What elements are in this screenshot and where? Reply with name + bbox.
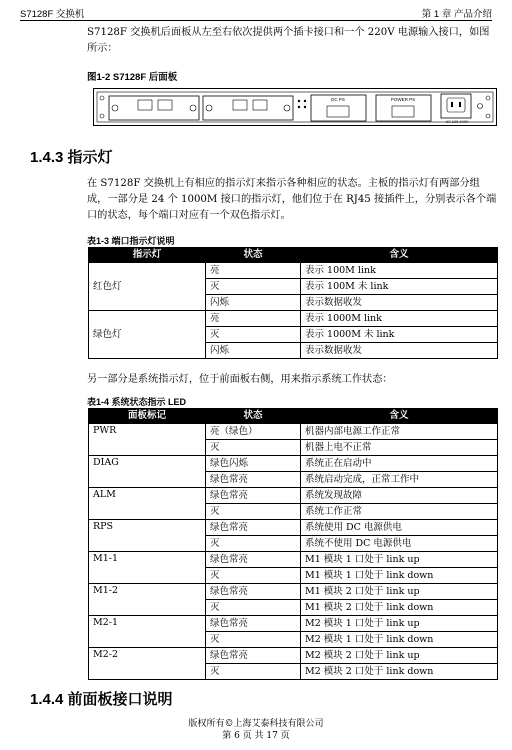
state-cell: 亮 <box>206 311 301 327</box>
state-cell: 灭 <box>206 504 301 520</box>
table-1-4-caption: 表1-4 系统状态指示 LED <box>87 397 187 407</box>
table-header-cell: 面板标记 <box>89 409 206 424</box>
state-cell: 灭 <box>206 536 301 552</box>
panel-mark-cell: PWR <box>89 424 206 456</box>
panel-mark-cell: M1-2 <box>89 584 206 616</box>
state-cell: 绿色常亮 <box>206 472 301 488</box>
state-cell: 绿色常亮 <box>206 520 301 536</box>
meaning-cell: 系统不使用 DC 电源供电 <box>301 536 498 552</box>
meaning-cell: 表示 100M 未 link <box>301 279 498 295</box>
footer-page-number: 第 6 页 共 17 页 <box>222 731 290 741</box>
meaning-cell: 系统正在启动中 <box>301 456 498 472</box>
state-cell: 灭 <box>206 568 301 584</box>
state-cell: 亮 <box>206 263 301 279</box>
meaning-cell: M1 模块 2 口处于 link down <box>301 600 498 616</box>
meaning-cell: 表示 100M link <box>301 263 498 279</box>
table-header-cell: 指示灯 <box>89 248 206 263</box>
indicator-name-cell: 绿色灯 <box>89 311 206 359</box>
state-cell: 绿色常亮 <box>206 488 301 504</box>
meaning-cell: 机器上电不正常 <box>301 440 498 456</box>
dc-ps-label: DC PS <box>331 97 345 102</box>
meaning-cell: M1 模块 1 口处于 link up <box>301 552 498 568</box>
panel-mark-cell: M1-1 <box>89 552 206 584</box>
meaning-cell: 表示 1000M link <box>301 311 498 327</box>
meaning-cell: M2 模块 1 口处于 link up <box>301 616 498 632</box>
meaning-cell: M2 模块 2 口处于 link up <box>301 648 498 664</box>
state-cell: 灭 <box>206 664 301 680</box>
state-cell: 灭 <box>206 440 301 456</box>
state-cell: 绿色常亮 <box>206 616 301 632</box>
header-rule <box>20 20 492 21</box>
table-row <box>89 552 498 568</box>
meaning-cell: 表示数据收发 <box>301 295 498 311</box>
table-header-row <box>89 409 498 424</box>
figure-caption: 图1-2 S7128F 后面板 <box>87 72 178 83</box>
table-row <box>89 584 498 600</box>
table-row <box>89 263 498 279</box>
table-row <box>89 456 498 472</box>
power-ps-label: POWER PS <box>390 97 416 102</box>
state-cell: 灭 <box>206 327 301 343</box>
section-title-1-4-3: 1.4.3 指示灯 <box>30 149 113 166</box>
state-cell: 绿色闪烁 <box>206 456 301 472</box>
state-cell: 灭 <box>206 600 301 616</box>
meaning-cell: 系统发现故障 <box>301 488 498 504</box>
header-left: S7128F 交换机 <box>20 9 85 20</box>
intro-paragraph: S7128F 交换机后面板从左至右依次提供两个插卡接口和一个 220V 电源输入接口，如图所示： <box>87 27 490 54</box>
meaning-cell: 系统使用 DC 电源供电 <box>301 520 498 536</box>
header-right: 第 1 章 产品介绍 <box>421 9 492 20</box>
meaning-cell: M2 模块 2 口处于 link down <box>301 664 498 680</box>
meaning-cell: M1 模块 2 口处于 link up <box>301 584 498 600</box>
section-title-1-4-4: 1.4.4 前面板接口说明 <box>30 691 173 708</box>
system-led-table <box>88 408 498 680</box>
system-led-paragraph: 另一部分是系统指示灯，位于前面板右侧，用来指示系统工作状态： <box>87 374 393 385</box>
table-row <box>89 616 498 632</box>
page-header <box>20 6 492 20</box>
panel-mark-cell: ALM <box>89 488 206 520</box>
table-header-cell: 状态 <box>206 409 301 424</box>
table-header-cell: 含义 <box>301 248 498 263</box>
meaning-cell: M2 模块 1 口处于 link down <box>301 632 498 648</box>
footer-copyright: 版权所有©上海艾泰科技有限公司 <box>188 719 324 729</box>
table-header-cell: 状态 <box>206 248 301 263</box>
rear-panel-figure <box>93 88 497 126</box>
page-footer <box>0 718 512 742</box>
state-cell: 绿色常亮 <box>206 584 301 600</box>
meaning-cell: 表示 1000M 未 link <box>301 327 498 343</box>
table-1-3-caption: 表1-3 端口指示灯说明 <box>87 236 175 246</box>
state-cell: 绿色常亮 <box>206 552 301 568</box>
state-cell: 绿色常亮 <box>206 648 301 664</box>
panel-mark-cell: M2-1 <box>89 616 206 648</box>
table-row <box>89 424 498 440</box>
panel-mark-cell: M2-2 <box>89 648 206 680</box>
state-cell: 闪烁 <box>206 343 301 359</box>
table-row <box>89 520 498 536</box>
state-cell: 闪烁 <box>206 295 301 311</box>
meaning-cell: 机器内部电源工作正常 <box>301 424 498 440</box>
meaning-cell: 表示数据收发 <box>301 343 498 359</box>
meaning-cell: 系统工作正常 <box>301 504 498 520</box>
table-row <box>89 648 498 664</box>
state-cell: 灭 <box>206 632 301 648</box>
indicator-name-cell: 红色灯 <box>89 263 206 311</box>
state-cell: 灭 <box>206 279 301 295</box>
table-row <box>89 311 498 327</box>
meaning-cell: M1 模块 1 口处于 link down <box>301 568 498 584</box>
state-cell: 亮（绿色） <box>206 424 301 440</box>
panel-mark-cell: DIAG <box>89 456 206 488</box>
ac-input-label: AC 100-240V <box>445 120 469 124</box>
port-indicator-table <box>88 247 498 359</box>
table-header-row <box>89 248 498 263</box>
panel-mark-cell: RPS <box>89 520 206 552</box>
table-row <box>89 488 498 504</box>
table-header-cell: 含义 <box>301 409 498 424</box>
meaning-cell: 系统启动完成，正常工作中 <box>301 472 498 488</box>
section-1-4-3-paragraph: 在 S7128F 交换机上有相应的指示灯来指示各种相应的状态。主板的指示灯有两部分组成，一部分是 24 个 1000M 接口的指示灯，他们位于在 RJ45 接插件上，分别表示各个端口的状态，每个端口对应有一个双色指示灯。 <box>87 178 497 221</box>
